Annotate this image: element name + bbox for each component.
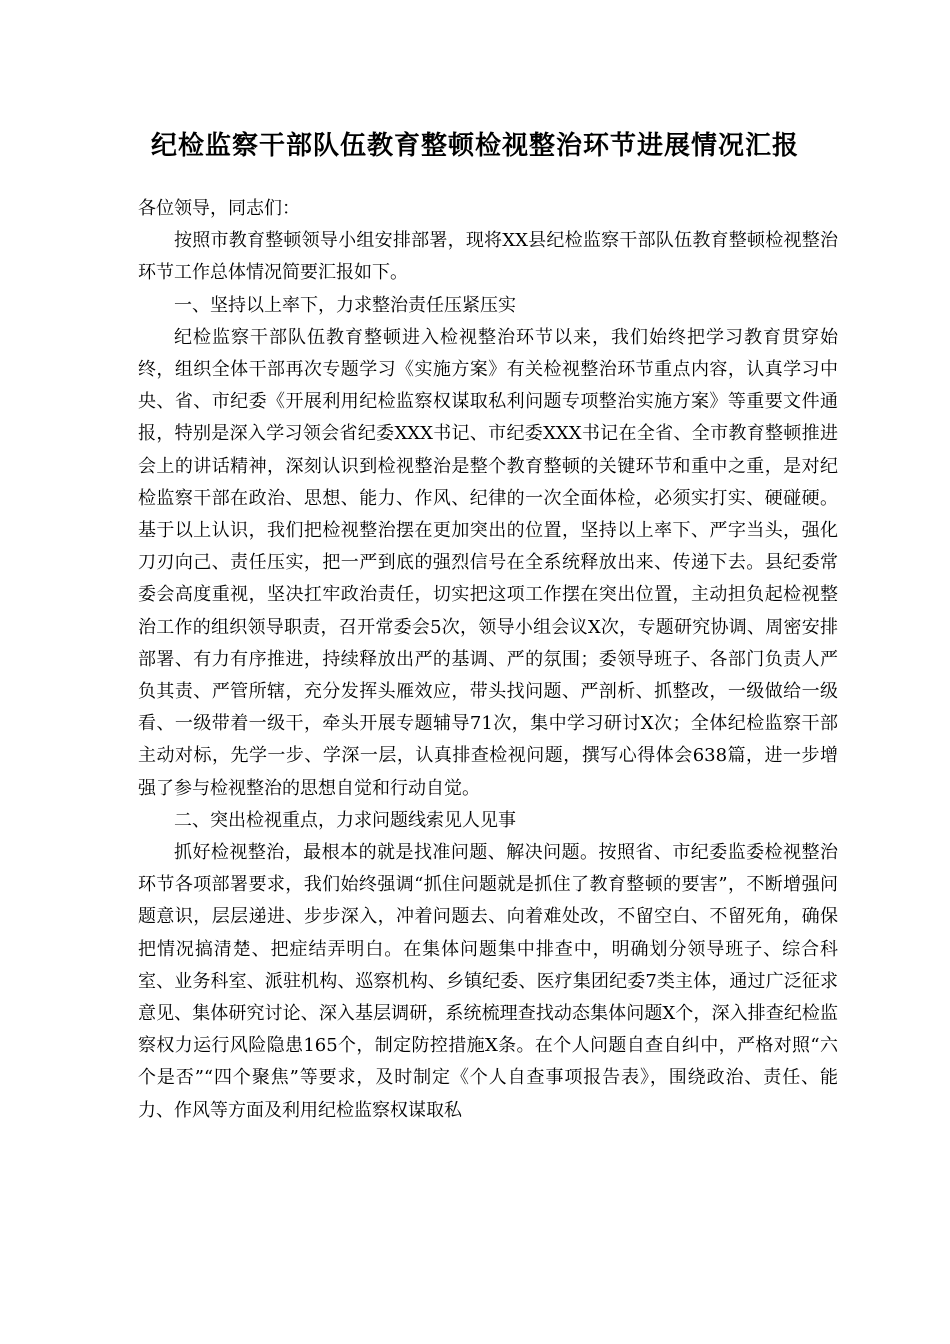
document-body — [138, 193, 838, 1127]
paragraph-intro: 按照市教育整顿领导小组安排部署，现将XX县纪检监察干部队伍教育整顿检视整治环节工作总体情况简要汇报如下。 — [138, 230, 838, 284]
paragraph-section-1: 纪检监察干部队伍教育整顿进入检视整治环节以来，我们始终把学习教育贯穿始终，组织全体干部再次专题学习《实施方案》有关检视整治环节重点内容，认真学习中央、省、市纪委《开展利用纪检监察权谋取私利问题专项整治实施方案》等重要文件通报，特别是深入学习领会省纪委XXX书记、市纪委XXX书记在全省、全市教育整顿推进会上的讲话精神，深刻认识到检视整治是整个教育整顿的关键环节和重中之重，是对纪检监察干部在政治、思想、能力、作风、纪律的一次全面体检，必须实打实、硬碰硬。基于以上认识，我们把检视整治摆在更加突出的位置，坚持以上率下、严字当头，强化刀刃向己、责任压实，把一严到底的强烈信号在全系统释放出来、传递下去。县纪委常委会高度重视，坚决扛牢政治责任，切实把这项工作摆在突出位置，主动担负起检视整治工作的组织领导职责，召开常委会5次，领导小组会议X次，专题研究协调、周密安排部署、有力有序推进，持续释放出严的基调、严的氛围；委领导班子、各部门负责人严负其责、严管所辖，充分发挥头雁效应，带头找问题、严剖析、抓整改，一级做给一级看、一级带着一级干，牵头开展专题辅导71次，集中学习研讨X次；全体纪检监察干部主动对标，先学一步、学深一层，认真排查检视问题，撰写心得体会638篇，进一步增强了参与检视整治的思想自觉和行动自觉。 — [138, 326, 838, 799]
paragraph-section-2: 抓好检视整治，最根本的就是找准问题、解决问题。按照省、市纪委监委检视整治环节各项部署要求，我们始终强调“抓住问题就是抓住了教育整顿的要害”，不断增强问题意识，层层递进、步步深入，冲着问题去、向着难处改，不留空白、不留死角，确保把情况搞清楚、把症结弄明白。在集体问题集中排查中，明确划分领导班子、综合科室、业务科室、派驻机构、巡察机构、乡镇纪委、医疗集团纪委7类主体，通过广泛征求意见、集体研究讨论、深入基层调研，系统梳理查找动态集体问题X个，深入排查纪检监察权力运行风险隐患165个，制定防控措施X条。在个人问题自查自纠中，严格对照“六个是否”“四个聚焦”等要求，及时制定《个人自查事项报告表》，围绕政治、责任、能力、作风等方面及利用纪检监察权谋取私 — [138, 842, 838, 1121]
document-title: 纪检监察干部队伍教育整顿检视整治环节进展情况汇报 — [150, 131, 799, 161]
section-heading-2: 二、突出检视重点，力求问题线索见人见事 — [174, 809, 516, 831]
salutation: 各位领导，同志们： — [138, 198, 300, 219]
section-heading-1: 一、坚持以上率下，力求整治责任压紧压实 — [174, 294, 516, 316]
